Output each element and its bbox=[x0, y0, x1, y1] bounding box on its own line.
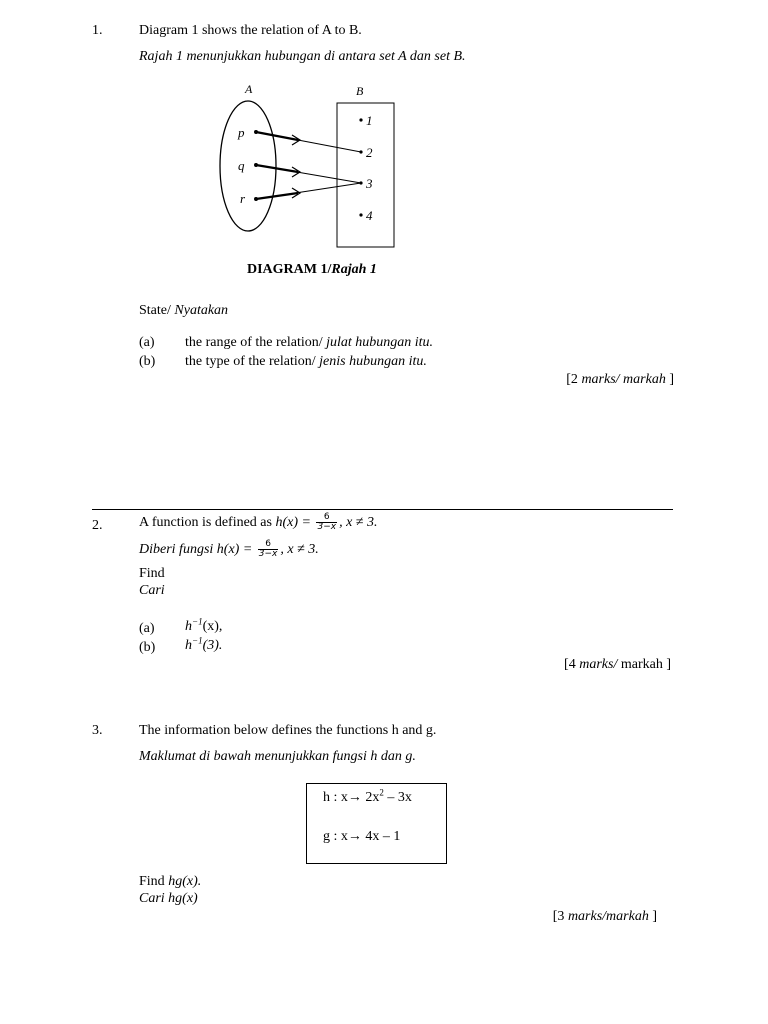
q2-part-b-label: (b) bbox=[139, 640, 156, 655]
q2-fraction-malay: $\frac{6}{3-x}$ bbox=[258, 539, 278, 560]
b-element-3: 3 bbox=[366, 176, 373, 191]
diagram-caption-bold: DIAGRAM 1/ bbox=[247, 262, 332, 277]
set-b-label: B bbox=[356, 84, 364, 98]
q1-part-b-malay: jenis hubungan itu. bbox=[319, 354, 427, 369]
dot-p bbox=[254, 130, 258, 134]
q2-part-a-text: $h^{-1}(x)$, bbox=[185, 616, 223, 634]
diagram-caption bbox=[247, 262, 377, 279]
dot-q bbox=[254, 163, 258, 167]
q1-part-b-label: (b) bbox=[139, 354, 156, 369]
q1-part-a-text bbox=[185, 335, 433, 352]
q1-part-a-label: (a) bbox=[139, 335, 155, 350]
q2-find-english: Find bbox=[139, 566, 165, 581]
q2-line-malay: Diberi fungsi h(x) = $\frac{6}{3-x}$ , x ≠ 3. bbox=[139, 539, 319, 560]
q2-part-b-text: $h^{-1}(3)$. bbox=[185, 635, 223, 653]
h-definition: h : $x\to 2x^2 - 3x$ bbox=[323, 787, 412, 805]
set-a-label: A bbox=[245, 82, 253, 96]
q3-line-english: The information below defines the functions h and g. bbox=[139, 723, 437, 738]
a-element-r: r bbox=[240, 191, 246, 206]
q1-state bbox=[139, 303, 228, 320]
q1-part-b-text bbox=[185, 354, 427, 371]
a-element-p: p bbox=[238, 125, 245, 140]
dot-1 bbox=[359, 118, 362, 121]
q1-line-english: Diagram 1 shows the relation of A to B. bbox=[139, 23, 362, 38]
q2-fraction: $\frac{6}{3-x}$ bbox=[317, 512, 337, 533]
b-element-2: 2 bbox=[366, 145, 373, 160]
a-element-q: q bbox=[238, 158, 245, 173]
dot-r bbox=[254, 197, 258, 201]
dot-4 bbox=[359, 213, 362, 216]
q3-find-malay: Cari hg(x) bbox=[139, 891, 198, 906]
q1-part-b-english: the type of the relation/ bbox=[185, 354, 320, 369]
g-definition: g : x→ 4x – 1 bbox=[323, 829, 401, 844]
q2-number: 2. bbox=[92, 518, 103, 533]
q1-state-malay: Nyatakan bbox=[174, 303, 229, 318]
section-divider bbox=[92, 509, 673, 510]
q3-number: 3. bbox=[92, 723, 103, 738]
b-element-4: 4 bbox=[366, 208, 373, 223]
q2-line-english: A function is defined as h(x) = $\frac{6}{3-x}$ , x ≠ 3. bbox=[139, 512, 378, 533]
q2-part-a-label: (a) bbox=[139, 621, 155, 636]
q1-state-english: State/ bbox=[139, 303, 175, 318]
dot-2 bbox=[359, 150, 362, 153]
q3-line-malay: Maklumat di bawah menunjukkan fungsi h dan g. bbox=[139, 749, 416, 764]
q1-line-malay: Rajah 1 menunjukkan hubungan di antara set A dan set B. bbox=[139, 49, 466, 64]
q1-part-a-malay: julat hubungan itu. bbox=[326, 335, 434, 350]
q2-find-malay: Cari bbox=[139, 583, 165, 598]
dot-3 bbox=[359, 181, 362, 184]
b-element-1: 1 bbox=[366, 113, 373, 128]
q1-number: 1. bbox=[92, 23, 103, 38]
diagram-caption-italic: Rajah 1 bbox=[331, 262, 377, 277]
q3-marks: [3 marks/markah ] bbox=[552, 909, 657, 924]
q1-marks: [2 marks/ markah ] bbox=[566, 372, 674, 387]
q1-part-a-english: the range of the relation/ bbox=[185, 335, 327, 350]
q2-marks: [4 marks/ markah ] bbox=[564, 657, 671, 672]
arrow-diagram bbox=[210, 95, 410, 255]
q3-find-english: Find hg(x). bbox=[139, 874, 202, 889]
